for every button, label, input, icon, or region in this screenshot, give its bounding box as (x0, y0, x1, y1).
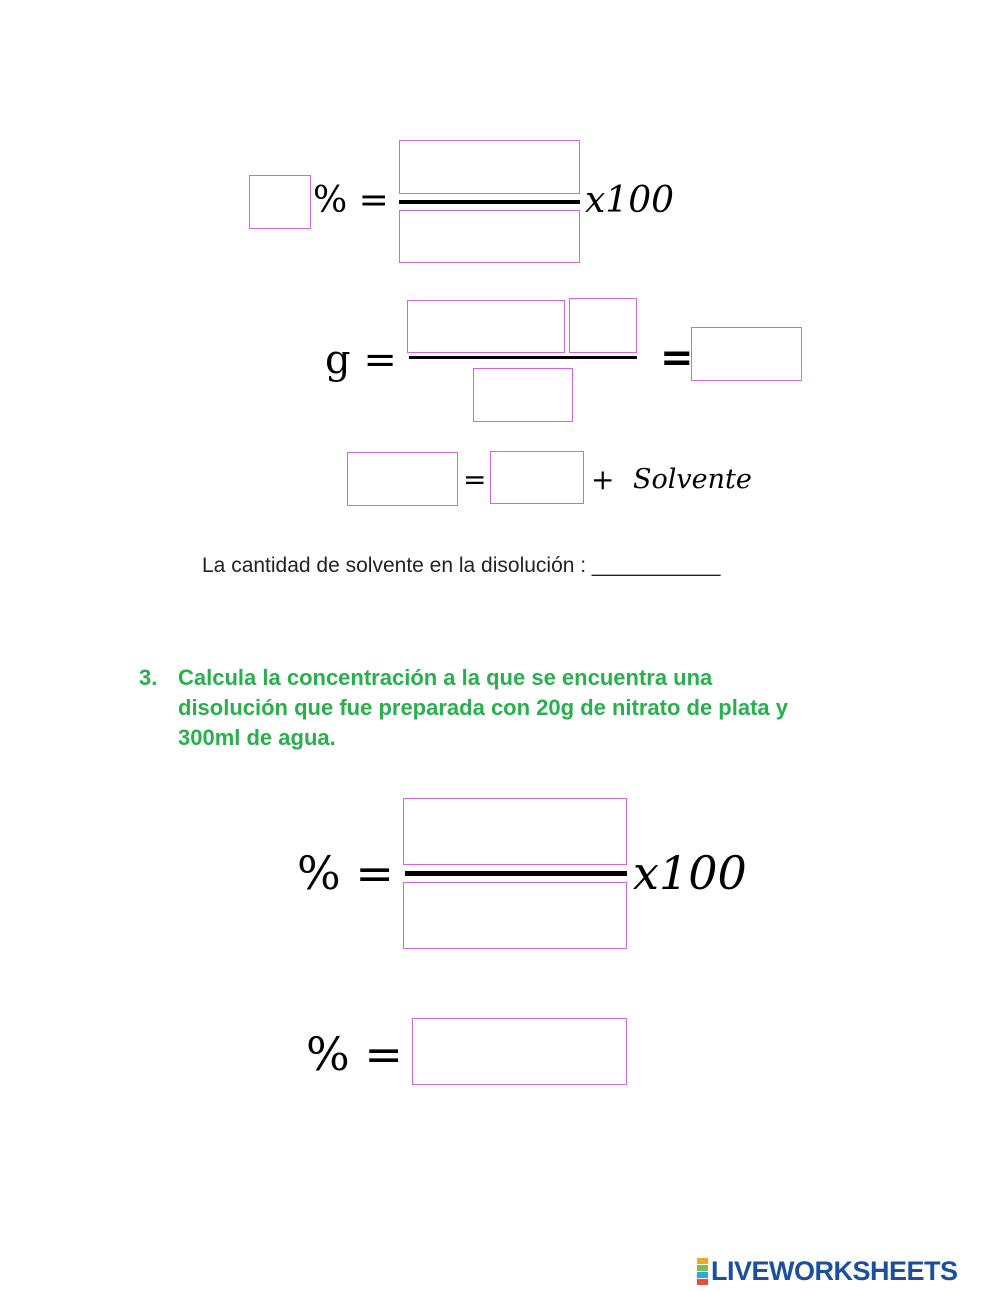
solvent-amount-statement: La cantidad de solvente en la disolución : ___________ (202, 554, 721, 577)
solvente-label: Solvente (633, 464, 752, 495)
answer-box-result-2[interactable] (691, 327, 802, 381)
grams-equals: g = (325, 337, 397, 383)
answer-box-solution[interactable] (347, 452, 458, 506)
answer-box-numerator-2a[interactable] (407, 300, 565, 353)
times-100-label: x100 (633, 846, 747, 900)
answer-box-denominator-4[interactable] (403, 882, 627, 949)
answer-box-numerator-4[interactable] (403, 798, 627, 865)
answer-box-solute[interactable] (490, 451, 584, 504)
plus-sign: + (591, 463, 615, 496)
equals-sign: = (463, 463, 487, 496)
question-number: 3. (139, 665, 158, 690)
equals-sign: = (660, 334, 694, 381)
answer-box-denominator-2[interactable] (473, 368, 573, 422)
question-line-1: Calcula la concentración a la que se encuentra una (178, 665, 713, 690)
percent-equals: % = (297, 846, 394, 900)
fraction-bar-1 (399, 200, 580, 204)
answer-box-numerator-2b[interactable] (569, 298, 637, 353)
question-line-3: 300ml de agua. (178, 725, 336, 750)
answer-box-numerator-1[interactable] (399, 140, 580, 194)
answer-box-denominator-1[interactable] (399, 210, 580, 263)
fraction-bar-2 (409, 356, 637, 359)
times-100-label: x100 (585, 180, 675, 221)
logo-text: LIVEWORKSHEETS (711, 1255, 958, 1286)
question-line-2: disolución que fue preparada con 20g de nitrato de plata y (178, 695, 789, 720)
percent-equals: % = (306, 1027, 403, 1081)
logo-icon (697, 1258, 708, 1285)
fraction-bar-4 (405, 871, 627, 876)
liveworksheets-logo (697, 1257, 958, 1285)
answer-box-final-percent[interactable] (412, 1018, 627, 1085)
percent-equals: % = (313, 180, 389, 221)
answer-box-percent-value[interactable] (249, 175, 311, 229)
